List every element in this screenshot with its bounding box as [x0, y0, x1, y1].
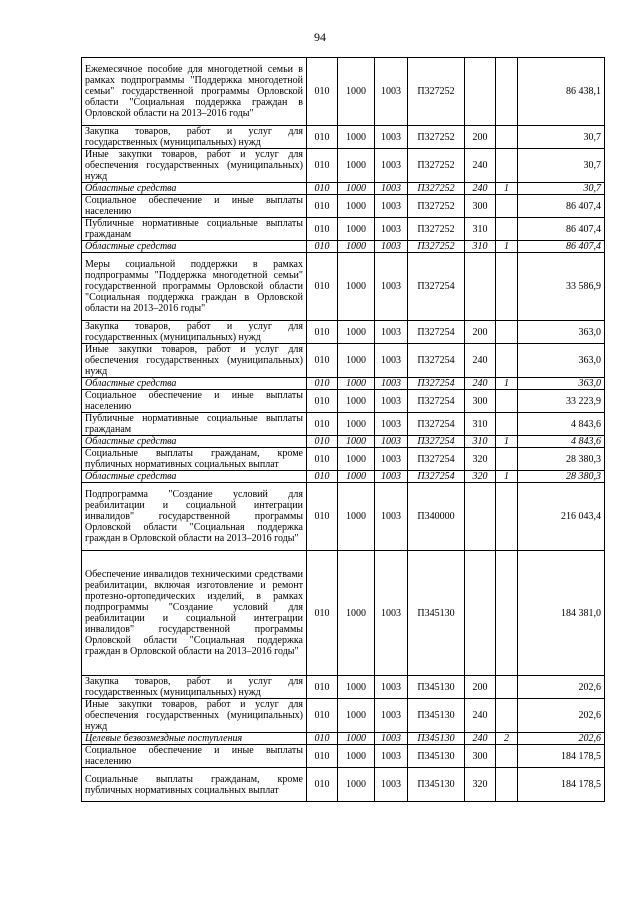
row-expense-type — [465, 253, 496, 321]
row-name: Закупка товаров, работ и услуг для государственных (муниципальных) нужд — [82, 126, 307, 149]
row-section-code: 1000 — [338, 436, 375, 448]
row-expense-type: 240 — [465, 733, 496, 745]
row-expense-type: 310 — [465, 218, 496, 241]
row-name: Закупка товаров, работ и услуг для государственных (муниципальных) нужд — [82, 676, 307, 699]
budget-table-body — [82, 58, 605, 802]
table-row — [82, 745, 605, 768]
row-ministry-code: 010 — [307, 413, 338, 436]
row-amount: 86 438,1 — [518, 58, 605, 126]
row-ministry-code: 010 — [307, 436, 338, 448]
row-expense-type: 300 — [465, 745, 496, 768]
row-section-code: 1000 — [338, 195, 375, 218]
table-row — [82, 321, 605, 344]
row-fund-source — [496, 768, 518, 802]
row-fund-source — [496, 390, 518, 413]
row-fund-source — [496, 699, 518, 733]
row-amount: 28 380,3 — [518, 471, 605, 483]
row-amount: 216 043,4 — [518, 483, 605, 551]
row-name: Меры социальной поддержки в рамках подпрограммы "Поддержка многодетной семьи" государственной программы Орловской области "Социальная поддержка граждан в Орловской области на 2013–2016 годы" — [82, 253, 307, 321]
row-fund-source: 1 — [496, 183, 518, 195]
row-name: Социальные выплаты гражданам, кроме публичных нормативных социальных выплат — [82, 448, 307, 471]
table-row — [82, 344, 605, 378]
table-row — [82, 436, 605, 448]
row-amount: 184 381,0 — [518, 551, 605, 676]
row-ministry-code: 010 — [307, 126, 338, 149]
row-name: Закупка товаров, работ и услуг для государственных (муниципальных) нужд — [82, 321, 307, 344]
row-ministry-code: 010 — [307, 378, 338, 390]
row-subsection-code: 1003 — [375, 448, 408, 471]
row-target-article: П345130 — [408, 768, 465, 802]
table-row — [82, 699, 605, 733]
row-target-article: П327254 — [408, 390, 465, 413]
row-name: Подпрограмма "Создание условий для реабилитации и социальной интеграции инвалидов" государственной программы Орловской области "Социальная поддержка граждан в Орловской области на 2013–2016 годы" — [82, 483, 307, 551]
row-fund-source: 1 — [496, 241, 518, 253]
row-expense-type: 240 — [465, 344, 496, 378]
row-ministry-code: 010 — [307, 448, 338, 471]
row-section-code: 1000 — [338, 344, 375, 378]
row-name: Областные средства — [82, 378, 307, 390]
row-section-code: 1000 — [338, 471, 375, 483]
row-target-article: П327254 — [408, 378, 465, 390]
row-name: Публичные нормативные социальные выплаты гражданам — [82, 218, 307, 241]
row-target-article: П345130 — [408, 676, 465, 699]
row-expense-type: 240 — [465, 183, 496, 195]
row-amount: 30,7 — [518, 183, 605, 195]
row-fund-source — [496, 195, 518, 218]
row-name: Обеспечение инвалидов техническими средствами реабилитации, включая изготовление и ремонт протезно-ортопедических изделий, в рамках подпрограммы "Создание условий для реабилитации и социальной интеграции инвалидов" государственной программы Орловской области "Социальная поддержка граждан в Орловской области на 2013–2016 годы" — [82, 551, 307, 676]
row-subsection-code: 1003 — [375, 471, 408, 483]
row-subsection-code: 1003 — [375, 551, 408, 676]
row-expense-type — [465, 483, 496, 551]
row-ministry-code: 010 — [307, 344, 338, 378]
row-fund-source: 1 — [496, 378, 518, 390]
row-expense-type: 240 — [465, 378, 496, 390]
row-section-code: 1000 — [338, 241, 375, 253]
row-amount: 184 178,5 — [518, 768, 605, 802]
table-row — [82, 195, 605, 218]
table-row — [82, 551, 605, 676]
row-subsection-code: 1003 — [375, 699, 408, 733]
row-amount: 86 407,4 — [518, 241, 605, 253]
row-section-code: 1000 — [338, 551, 375, 676]
row-ministry-code: 010 — [307, 471, 338, 483]
row-subsection-code: 1003 — [375, 321, 408, 344]
row-name: Иные закупки товаров, работ и услуг для обеспечения государственных (муниципальных) нужд — [82, 344, 307, 378]
row-subsection-code: 1003 — [375, 413, 408, 436]
row-subsection-code: 1003 — [375, 241, 408, 253]
row-expense-type: 200 — [465, 321, 496, 344]
row-fund-source — [496, 218, 518, 241]
row-section-code: 1000 — [338, 676, 375, 699]
table-row — [82, 183, 605, 195]
row-subsection-code: 1003 — [375, 676, 408, 699]
row-subsection-code: 1003 — [375, 183, 408, 195]
row-fund-source — [496, 483, 518, 551]
row-ministry-code: 010 — [307, 733, 338, 745]
row-amount: 33 586,9 — [518, 253, 605, 321]
row-fund-source: 1 — [496, 471, 518, 483]
row-expense-type: 200 — [465, 676, 496, 699]
row-name: Социальное обеспечение и иные выплаты населению — [82, 745, 307, 768]
table-row — [82, 253, 605, 321]
row-expense-type: 320 — [465, 471, 496, 483]
row-fund-source: 2 — [496, 733, 518, 745]
page-number: 94 — [314, 30, 326, 44]
row-subsection-code: 1003 — [375, 149, 408, 183]
budget-table — [81, 57, 605, 802]
row-subsection-code: 1003 — [375, 218, 408, 241]
row-ministry-code: 010 — [307, 241, 338, 253]
row-fund-source — [496, 321, 518, 344]
row-section-code: 1000 — [338, 126, 375, 149]
row-amount: 33 223,9 — [518, 390, 605, 413]
row-name: Социальные выплаты гражданам, кроме публичных нормативных социальных выплат — [82, 768, 307, 802]
row-target-article: П327252 — [408, 58, 465, 126]
row-subsection-code: 1003 — [375, 768, 408, 802]
row-section-code: 1000 — [338, 378, 375, 390]
row-name: Социальное обеспечение и иные выплаты населению — [82, 390, 307, 413]
row-expense-type: 320 — [465, 768, 496, 802]
row-expense-type: 320 — [465, 448, 496, 471]
row-amount: 202,6 — [518, 699, 605, 733]
row-amount: 184 178,5 — [518, 745, 605, 768]
row-section-code: 1000 — [338, 768, 375, 802]
table-row — [82, 676, 605, 699]
table-row — [82, 149, 605, 183]
row-expense-type: 240 — [465, 699, 496, 733]
row-section-code: 1000 — [338, 413, 375, 436]
row-subsection-code: 1003 — [375, 436, 408, 448]
row-target-article: П327252 — [408, 126, 465, 149]
row-target-article: П345130 — [408, 551, 465, 676]
row-subsection-code: 1003 — [375, 58, 408, 126]
table-row — [82, 733, 605, 745]
table-row — [82, 241, 605, 253]
row-amount: 202,6 — [518, 733, 605, 745]
row-target-article: П327254 — [408, 253, 465, 321]
row-section-code: 1000 — [338, 390, 375, 413]
row-amount: 30,7 — [518, 126, 605, 149]
row-section-code: 1000 — [338, 745, 375, 768]
table-row — [82, 378, 605, 390]
row-ministry-code: 010 — [307, 483, 338, 551]
row-target-article: П327252 — [408, 218, 465, 241]
row-amount: 30,7 — [518, 149, 605, 183]
row-fund-source — [496, 676, 518, 699]
row-target-article: П345130 — [408, 745, 465, 768]
row-ministry-code: 010 — [307, 699, 338, 733]
row-section-code: 1000 — [338, 58, 375, 126]
row-target-article: П327252 — [408, 195, 465, 218]
row-ministry-code: 010 — [307, 321, 338, 344]
row-ministry-code: 010 — [307, 183, 338, 195]
row-ministry-code: 010 — [307, 390, 338, 413]
table-row — [82, 390, 605, 413]
row-name: Иные закупки товаров, работ и услуг для обеспечения государственных (муниципальных) нужд — [82, 149, 307, 183]
row-name: Областные средства — [82, 471, 307, 483]
row-section-code: 1000 — [338, 183, 375, 195]
row-expense-type: 310 — [465, 241, 496, 253]
row-ministry-code: 010 — [307, 745, 338, 768]
row-subsection-code: 1003 — [375, 745, 408, 768]
row-name: Социальное обеспечение и иные выплаты населению — [82, 195, 307, 218]
row-name: Публичные нормативные социальные выплаты гражданам — [82, 413, 307, 436]
row-section-code: 1000 — [338, 321, 375, 344]
row-section-code: 1000 — [338, 733, 375, 745]
row-fund-source — [496, 551, 518, 676]
row-expense-type: 310 — [465, 413, 496, 436]
row-expense-type — [465, 551, 496, 676]
row-name: Иные закупки товаров, работ и услуг для обеспечения государственных (муниципальных) нужд — [82, 699, 307, 733]
row-section-code: 1000 — [338, 483, 375, 551]
row-amount: 4 843,6 — [518, 436, 605, 448]
row-expense-type: 200 — [465, 126, 496, 149]
table-row — [82, 768, 605, 802]
row-fund-source — [496, 126, 518, 149]
row-subsection-code: 1003 — [375, 253, 408, 321]
row-target-article: П327252 — [408, 241, 465, 253]
row-fund-source — [496, 344, 518, 378]
row-section-code: 1000 — [338, 253, 375, 321]
row-amount: 202,6 — [518, 676, 605, 699]
row-target-article: П327254 — [408, 471, 465, 483]
row-ministry-code: 010 — [307, 218, 338, 241]
table-row — [82, 483, 605, 551]
row-name: Областные средства — [82, 241, 307, 253]
row-fund-source — [496, 745, 518, 768]
table-row — [82, 448, 605, 471]
row-amount: 363,0 — [518, 344, 605, 378]
row-subsection-code: 1003 — [375, 483, 408, 551]
row-expense-type: 240 — [465, 149, 496, 183]
table-row — [82, 126, 605, 149]
row-target-article: П327254 — [408, 413, 465, 436]
row-amount: 28 380,3 — [518, 448, 605, 471]
row-target-article: П327254 — [408, 344, 465, 378]
row-subsection-code: 1003 — [375, 733, 408, 745]
row-target-article: П327252 — [408, 183, 465, 195]
row-amount: 86 407,4 — [518, 195, 605, 218]
row-section-code: 1000 — [338, 218, 375, 241]
row-fund-source — [496, 149, 518, 183]
row-fund-source — [496, 58, 518, 126]
row-fund-source: 1 — [496, 436, 518, 448]
row-amount: 363,0 — [518, 321, 605, 344]
row-target-article: П327254 — [408, 321, 465, 344]
row-expense-type: 300 — [465, 390, 496, 413]
row-fund-source — [496, 413, 518, 436]
row-target-article: П340000 — [408, 483, 465, 551]
table-row — [82, 58, 605, 126]
row-expense-type: 310 — [465, 436, 496, 448]
row-fund-source — [496, 253, 518, 321]
row-fund-source — [496, 448, 518, 471]
row-ministry-code: 010 — [307, 149, 338, 183]
row-name: Областные средства — [82, 183, 307, 195]
row-name: Ежемесячное пособие для многодетной семьи в рамках подпрограммы "Поддержка многодетной семьи" государственной программы Орловской области "Социальная поддержка граждан в Орловской области на 2013–2016 годы" — [82, 58, 307, 126]
row-name: Целевые безвозмездные поступления — [82, 733, 307, 745]
row-section-code: 1000 — [338, 699, 375, 733]
row-ministry-code: 010 — [307, 195, 338, 218]
row-amount: 86 407,4 — [518, 218, 605, 241]
row-subsection-code: 1003 — [375, 195, 408, 218]
row-ministry-code: 010 — [307, 676, 338, 699]
row-expense-type: 300 — [465, 195, 496, 218]
table-row — [82, 471, 605, 483]
row-section-code: 1000 — [338, 149, 375, 183]
row-target-article: П345130 — [408, 699, 465, 733]
row-subsection-code: 1003 — [375, 126, 408, 149]
row-section-code: 1000 — [338, 448, 375, 471]
table-row — [82, 413, 605, 436]
row-amount: 4 843,6 — [518, 413, 605, 436]
row-target-article: П327252 — [408, 149, 465, 183]
row-target-article: П345130 — [408, 733, 465, 745]
row-ministry-code: 010 — [307, 551, 338, 676]
row-ministry-code: 010 — [307, 768, 338, 802]
row-ministry-code: 010 — [307, 253, 338, 321]
table-row — [82, 218, 605, 241]
row-ministry-code: 010 — [307, 58, 338, 126]
row-expense-type — [465, 58, 496, 126]
row-name: Областные средства — [82, 436, 307, 448]
row-target-article: П327254 — [408, 436, 465, 448]
row-subsection-code: 1003 — [375, 378, 408, 390]
row-target-article: П327254 — [408, 448, 465, 471]
row-subsection-code: 1003 — [375, 344, 408, 378]
row-amount: 363,0 — [518, 378, 605, 390]
row-subsection-code: 1003 — [375, 390, 408, 413]
